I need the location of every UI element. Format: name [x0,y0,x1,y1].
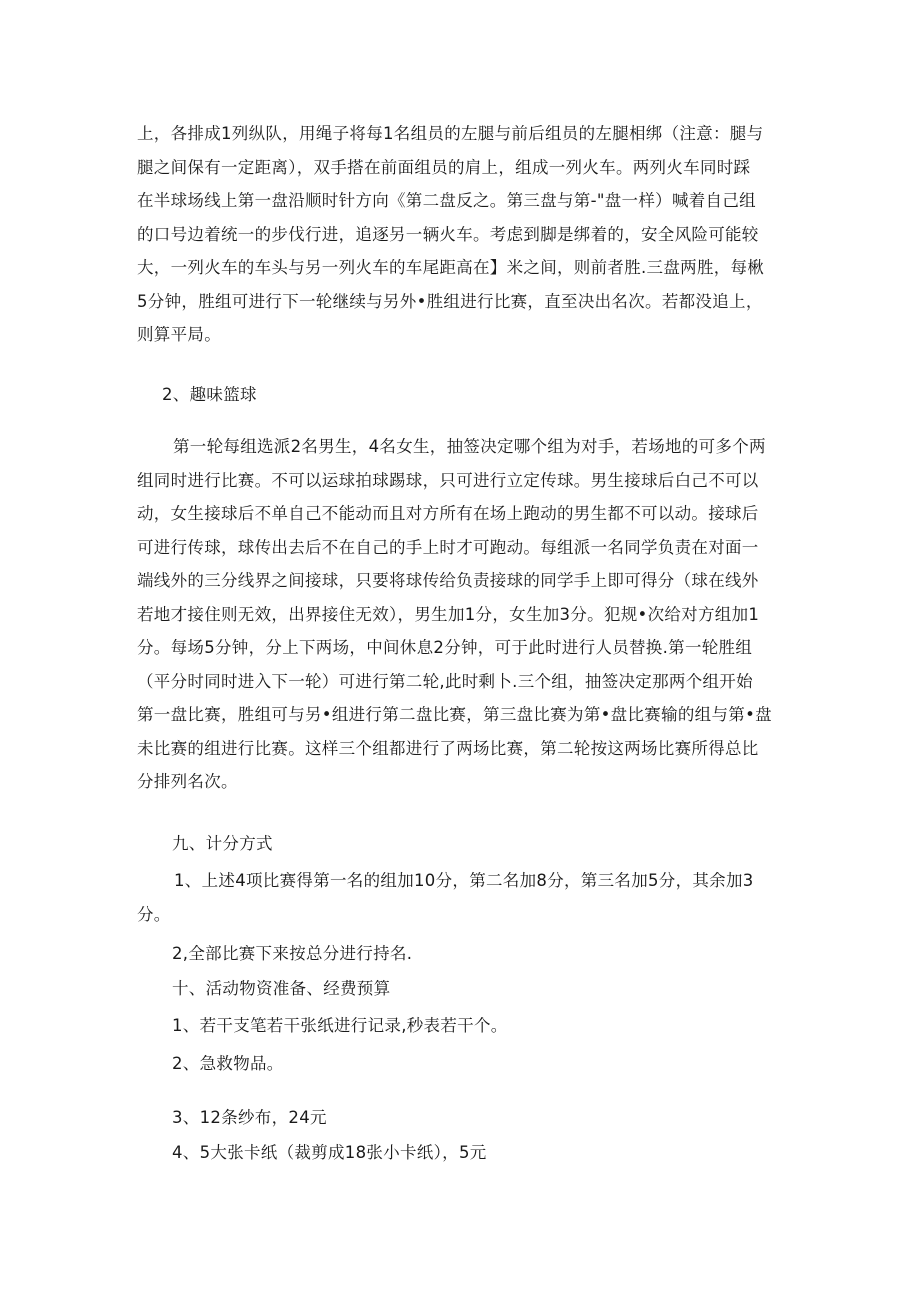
text-line: 第一盘比赛，胜组可与另•组进行第二盘比赛，第三盘比赛为第•盘比赛输的组与第•盘 [137,705,772,724]
text-line: 分。 [137,904,171,924]
heading-text: 九、计分方式 [172,834,273,853]
scoring-item-1 [137,864,787,931]
paragraph-train-game [137,117,787,352]
heading-fun-basketball [162,378,812,412]
list-item: 3、12条纱布，24元 [172,1108,327,1127]
text-line: 的口号边着统一的步伐行进，追逐另一辆火车。考虑到脚是绑着的，安全风险可能较 [137,224,759,244]
list-item: 4、5大张卡纸（裁剪成18张小卡纸），5元 [172,1143,487,1162]
heading-materials-budget [172,972,822,1006]
text-line: 则算平局。 [137,325,221,344]
paragraph-basketball-rules [137,430,787,799]
text-line: 组同时进行比赛。不可以运球拍球踢球，只可进行立定传球。男生接球后白己不可以 [137,470,759,490]
text-line: （平分时同时进入下一轮）可进行第二轮,此时剩卜.三个组，抽签决定那两个组开始 [137,671,753,691]
materials-item-3 [172,1101,822,1135]
heading-text: 2、趣味篮球 [162,385,257,404]
text-line: 分。每场5分钟，分上下两场，中间休息2分钟，可于此时进行人员替换.第一轮胜组 [137,638,753,657]
heading-text: 十、活动物资准备、经费预算 [172,979,391,998]
text-line: 端线外的三分线界之间接球，只要将球传给负责接球的同学手上即可得分（球在线外 [137,571,759,590]
scoring-item-2 [172,937,822,971]
text-line: 5分钟，胜组可进行下一轮继续与另外•胜组进行比赛，直至决出名次。若都没追上， [137,291,763,311]
text-line: 1、上述4项比赛得第一名的组加10分，第二名加8分，第三名加5分，其余加3 [174,871,754,890]
text-line: 动，女生接球后不单自己不能动而且对方所有在场上跑动的男生都不可以动。接球后 [137,504,759,523]
list-item: 1、若干支笔若干张纸进行记录,秒表若干个。 [172,1016,508,1035]
materials-item-2 [172,1047,822,1081]
text-line: 2,全部比赛下来按总分进行持名. [172,944,413,963]
text-line: 可进行传球，球传出去后不在自己的手上时才可跑动。每组派一名同学负责在对面一 [137,537,759,557]
heading-scoring-method [172,827,822,861]
list-item: 2、急救物品。 [172,1054,284,1073]
text-line: 若地才接住则无效，出界接住无效），男生加1分，女生加3分。犯规•次给对方组加1 [137,604,760,624]
text-line: 在半球场线上第一盘沿顺时针方向《第二盘反之。第三盘与第-"盘一样）喊着自己组 [137,191,756,210]
text-line: 腿之间保有一定距离），双手搭在前面组员的肩上，组成一列火车。两列火车同时踩 [137,157,751,177]
text-line: 上，各排成1列纵队，用绳子将每1名组员的左腿与前后组员的左腿相绑（注意：腿与 [137,124,764,143]
text-line: 分排列名次。 [137,772,238,791]
materials-item-4 [172,1136,822,1170]
materials-item-1 [172,1009,822,1043]
text-line: 第一轮每组选派2名男生，4名女生，抽签决定哪个组为对手，若场地的可多个两 [173,437,766,456]
text-line: 大，一列火车的车头与另一列火车的车尾距高在】米之间，则前者胜.三盘两胜，每楸 [137,258,765,277]
text-line: 未比赛的组进行比赛。这样三个组都进行了两场比赛，第二轮按这两场比赛所得总比 [137,738,759,758]
